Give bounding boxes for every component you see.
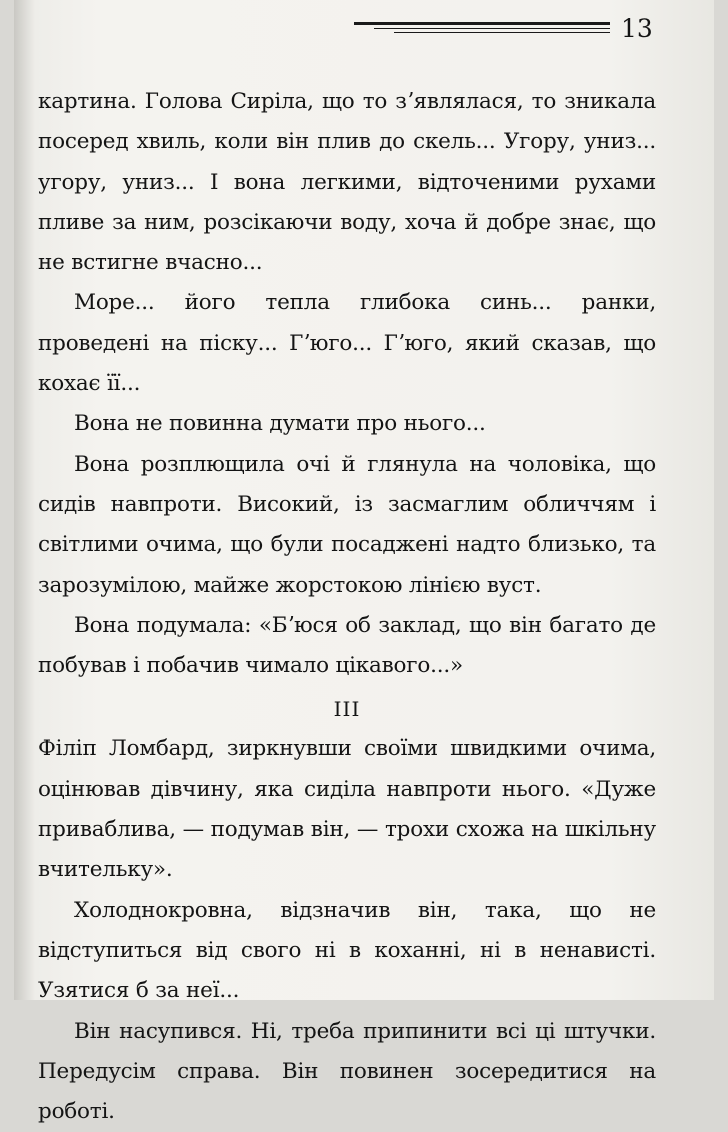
paragraph: Море... його тепла глибока синь... ранки, проведені на піску... Гʼюго... Гʼюго, який сказав, що кохає її...	[38, 290, 656, 397]
running-header	[14, 8, 714, 48]
page-number: 13	[621, 14, 653, 43]
paragraph: Вона подумала: «Бʼюся об заклад, що він багато де побував і побачив чимало цікавого...»	[38, 612, 656, 679]
paragraph: Холоднокровна, відзначив він, така, що не відступиться від свого ні в коханні, ні в ненависті. Узятися б за неї...	[38, 897, 656, 1004]
section-number: III	[333, 697, 361, 722]
paragraph: Філіп Ломбард, зиркнувши своїми швидкими очима, оцінював дівчину, яка сиділа навпроти нього. «Дуже приваблива, — подумав він, — трохи схожа на шкільну вчительку».	[38, 736, 656, 883]
header-rule	[354, 22, 610, 25]
book-page	[14, 0, 714, 1125]
page-body	[38, 82, 656, 1132]
paragraph: Він насупився. Ні, треба припинити всі ці штучки. Передусім справа. Він повинен зосередитися на роботі.	[38, 1018, 656, 1125]
header-rule	[394, 32, 610, 33]
paragraph: Вона не повинна думати про нього...	[74, 411, 486, 437]
header-rule	[374, 28, 610, 29]
paragraph: Вона розплющила очі й глянула на чоловіка, що сидів навпроти. Високий, із засмаглим обличчям і світлими очима, що були посаджені надто близько, та зарозумілою, майже жорстокою лінією вуст.	[38, 451, 656, 598]
paragraph: картина. Голова Сиріла, що то зʼявлялася, то зникала посеред хвиль, коли він плив до скель... Угору, униз... угору, униз... І вона легкими, відточеними рухами пливе за ним, розсікаючи воду, хоча й добре знає, що не встигне вчасно...	[38, 89, 656, 276]
